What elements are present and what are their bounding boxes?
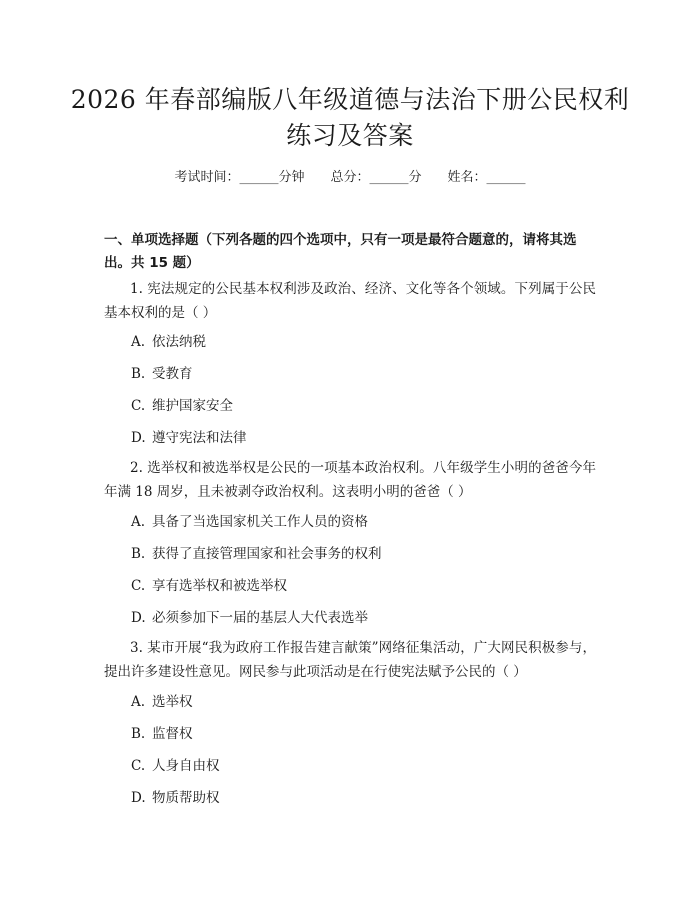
question-option — [131, 396, 233, 416]
option-letter: B. — [131, 546, 146, 562]
question-option — [131, 544, 382, 564]
option-letter: D. — [131, 790, 146, 806]
option-letter: C. — [131, 398, 146, 414]
student-name-field: 姓名：______ — [447, 170, 526, 185]
option-letter: A. — [131, 694, 146, 710]
option-letter: A. — [131, 514, 146, 530]
option-letter: C. — [131, 578, 146, 594]
option-text: 选举权 — [152, 694, 193, 710]
option-text: 遵守宪法和法律 — [152, 430, 247, 446]
option-letter: B. — [131, 726, 146, 742]
question-option — [131, 756, 220, 776]
question-option — [131, 788, 220, 808]
option-text: 享有选举权和被选举权 — [152, 578, 287, 594]
option-text: 物质帮助权 — [152, 790, 220, 806]
option-letter: A. — [131, 334, 146, 350]
question-option — [131, 724, 193, 744]
option-text: 依法纳税 — [152, 334, 206, 350]
option-text: 人身自由权 — [152, 758, 220, 774]
section-heading-single-choice: 一、单项选择题（下列各题的四个选项中，只有一项是最符合题意的，请将其选出。共 15 题） — [104, 232, 577, 271]
question-option — [131, 428, 247, 448]
option-letter: C. — [131, 758, 146, 774]
option-letter: D. — [131, 610, 146, 626]
option-text: 维护国家安全 — [152, 398, 233, 414]
question-option — [131, 332, 206, 352]
question-option — [131, 692, 193, 712]
exam-time-field: 考试时间：______分钟 — [174, 170, 305, 185]
question-stem: 2. 选举权和被选举权是公民的一项基本政治权利。八年级学生小明的爸爸今年年满 18 周岁，且未被剥夺政治权利。这表明小明的爸爸（ ） — [104, 460, 596, 500]
question-option — [131, 608, 368, 628]
option-letter: B. — [131, 366, 146, 382]
option-text: 受教育 — [152, 366, 193, 382]
option-text: 获得了直接管理国家和社会事务的权利 — [152, 546, 382, 562]
question-option — [131, 576, 287, 596]
question-stem: 1. 宪法规定的公民基本权利涉及政治、经济、文化等各个领域。下列属于公民基本权利的是（ ） — [104, 281, 596, 321]
question-stem: 3. 某市开展“我为政府工作报告建言献策”网络征集活动，广大网民积极参与，提出许多建设性意见。网民参与此项活动是在行使宪法赋予公民的（ ） — [104, 640, 596, 680]
option-text: 具备了当选国家机关工作人员的资格 — [152, 514, 368, 530]
question-option — [131, 364, 193, 384]
exam-meta-line — [0, 169, 700, 187]
question-option — [131, 512, 368, 532]
option-text: 必须参加下一届的基层人大代表选举 — [152, 610, 368, 626]
option-letter: D. — [131, 430, 146, 446]
document-title: 2026 年春部编版八年级道德与法治下册公民权利练习及答案 — [70, 85, 630, 150]
total-score-field: 总分：______分 — [330, 170, 422, 185]
option-text: 监督权 — [152, 726, 193, 742]
